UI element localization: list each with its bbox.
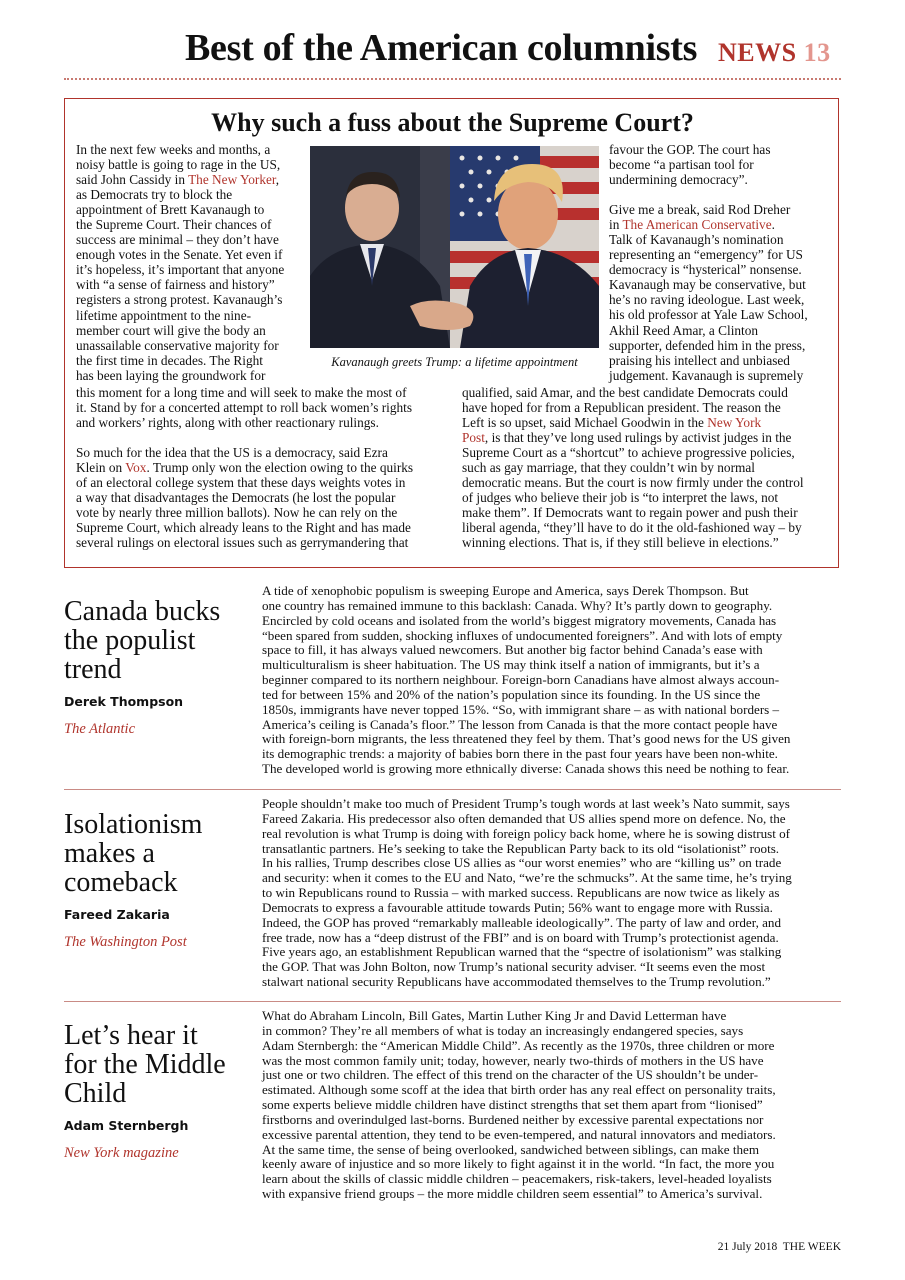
text-line: space to fill, it has always valued newcomers. But another big factor behind Canada’s ease with [262, 642, 763, 658]
issue-date: 21 July 2018 [717, 1241, 778, 1253]
text-run: . Trump only won the election owing to the quirks [146, 460, 414, 476]
text-line: it. Stand by for a concerted attempt to roll back women’s rights [76, 400, 413, 416]
feature-col2-top [609, 142, 833, 383]
text-line: Akhil Reed Amar, a Clinton [609, 322, 759, 338]
text-line: What do Abraham Lincoln, Bill Gates, Martin Luther King Jr and David Letterman have [262, 1008, 727, 1023]
headline-line: Let’s hear it [64, 1020, 198, 1051]
text-line: Five years ago, an establishment Republican warned that the “spectre of isolationism” was stalking [262, 944, 782, 960]
text-line: has been laying the groundwork for [76, 367, 266, 383]
text-line: Fareed Zakaria. His predecessor also often demanded that US allies spend more on defence. No, the [262, 810, 786, 826]
text-line: ted for between 15% and 20% of the nation’s population since its founding. In the US since the [262, 686, 761, 702]
text-line: Encircled by cold oceans and isolated from the world’s biggest migratory movements, Canada has [262, 612, 777, 628]
text-run: said John Cassidy in [76, 172, 189, 188]
text-line: So much for the idea that the US is a democracy, said Ezra [76, 445, 388, 461]
text-line: noisy battle is going to rage in the US, [76, 157, 281, 173]
text-line: favour the GOP. The court has [609, 142, 771, 157]
headline-line: for the Middle [64, 1049, 226, 1080]
text-line: “been spared from sudden, shocking influxes of undocumented foreigners”. And with lots of empty [262, 627, 783, 643]
text-line: A tide of xenophobic populism is sweeping Europe and America, says Derek Thompson. But [262, 583, 749, 598]
page-footer [718, 1241, 841, 1253]
magazine-brand: THE WEEK [782, 1241, 841, 1253]
article-headline [64, 597, 254, 684]
source-link: The New Yorker [188, 172, 276, 188]
text-line: one country has remained immune to this backlash: Canada. Why? It’s partly down to geography. [262, 597, 773, 613]
article-1-body [262, 584, 842, 777]
text-line: firstborns and overindulged last-borns. Burdened neither by excessive parental expectations nor [262, 1111, 764, 1127]
feature-headline: Why such a fuss about the Supreme Court? [211, 108, 694, 137]
text-line: 1850s, immigrants have never topped 15%. “So, with immigrant share – as with national borders – [262, 701, 780, 717]
headline-line: trend [64, 654, 122, 685]
text-line: Adam Sternbergh: the “American Middle Child”. As recently as the 1970s, three children or more [262, 1037, 775, 1053]
text-run: , [275, 172, 280, 188]
text-line: just one or two children. The effect of this trend on the character of the US shouldn’t be under- [262, 1067, 759, 1083]
text-run: . [771, 217, 775, 233]
text-run: Left is so upset, said Michael Goodwin in the [462, 415, 708, 431]
text-line [462, 415, 836, 430]
article-author: Derek Thompson [64, 694, 184, 709]
article-publication: The Atlantic [64, 721, 136, 737]
article-headline [64, 1021, 254, 1108]
section-name: NEWS [718, 38, 797, 67]
page-number: 13 [803, 38, 831, 67]
text-line: Give me a break, said Rod Dreher [609, 202, 791, 218]
headline-line: makes a [64, 838, 155, 869]
text-line: supporter, defended him in the press, [609, 337, 806, 353]
article-2-meta [64, 810, 254, 951]
text-line: People shouldn’t make too much of President Trump’s tough words at last week’s Nato summit, says [262, 796, 790, 811]
text-line: stalwart national security Republicans have accommodated themselves to the Trump revolution.” [262, 974, 771, 990]
text-line: was the most common family unit; today, however, nearly two-thirds of mothers in the US have [262, 1052, 764, 1068]
text-line: enough votes in the Senate. Yet even if [76, 247, 283, 263]
feature-col2-bottom [462, 385, 836, 551]
text-line: unassailable conservative majority for [76, 337, 279, 353]
text-line: undermining democracy”. [609, 172, 748, 188]
source-link: Vox [125, 460, 147, 476]
text-line: In his rallies, Trump describes close US allies as “our worst enemies” who are “killing us” on trade [262, 855, 782, 871]
text-line: praising his intellect and unbiased [609, 352, 790, 368]
text-line: he’s no raving ideologue. Last week, [609, 292, 805, 308]
text-run: in [609, 217, 623, 233]
text-line: his old professor at Yale Law School, [609, 307, 808, 323]
text-line: estimated. Although some scoff at the idea that birth order has any real effect on personality traits, [262, 1082, 776, 1098]
source-link: Post [462, 430, 485, 446]
text-line: of an electoral college system that these days weights votes in [76, 475, 406, 491]
article-publication: New York magazine [64, 1145, 179, 1161]
text-line: this moment for a long time and will seek to make the most of [76, 385, 407, 400]
article-divider [64, 1001, 841, 1002]
text-line: the Supreme Court. Their chances of [76, 217, 272, 233]
text-line: it’s hopeless, it’s important that anyone [76, 262, 285, 278]
photo-kavanaugh-trump [310, 146, 599, 348]
text-line: liberal agenda, “they’ll have to do it the old-fashioned way – by [462, 520, 802, 536]
text-line: America’s ceiling is Canada’s floor.” The lesson from Canada is that the more contact people have [262, 716, 778, 732]
text-line: free trade, now has a “deep distrust of the FBI” and is on board with Trump’s protectionist agenda. [262, 929, 779, 945]
text-line: Democrats to express a favourable attitude towards Putin; 56% want to engage more with Russia. [262, 899, 773, 915]
text-line: democracy is “hysterical” nonsense. [609, 262, 802, 278]
text-line [609, 217, 833, 232]
text-line: winning elections. That is, if they still believe in elections.” [462, 535, 779, 551]
text-line: learn about the skills of classic middle children – peacemakers, risk-takers, level-headed loyalists [262, 1171, 772, 1187]
text-line: transatlantic partners. He’s seeking to take the Republican Party back to its old “isolationist” roots. [262, 840, 780, 856]
text-line: At the same time, the sense of being overlooked, sandwiched between siblings, can make them [262, 1141, 760, 1157]
photo-caption: Kavanaugh greets Trump: a lifetime appointment [331, 355, 578, 369]
text-line: representing an “emergency” for US [609, 247, 803, 263]
header-divider [64, 78, 841, 80]
text-line: make them”. If Democrats want to regain power and push their [462, 505, 798, 521]
text-line: become “a partisan tool for [609, 157, 754, 173]
text-line: The developed world is growing more ethnically diverse: Canada shows this need be nothing to fear. [262, 761, 790, 777]
text-line: excessive parental attention, they tend to be even-tempered, and natural innovators and mediators. [262, 1126, 776, 1142]
article-author: Fareed Zakaria [64, 907, 170, 922]
text-line: a way that disadvantages the Democrats (he lost the popular [76, 490, 396, 506]
text-line: such as gay marriage, that they couldn’t win by normal [462, 460, 755, 476]
text-line: Indeed, the GOP has proved “remarkably malleable ideologically”. The party of law and order, and [262, 914, 782, 930]
text-line: Supreme Court, which already leans to the Right and has made [76, 520, 411, 536]
text-line: judgement. Kavanaugh is supremely [609, 367, 804, 383]
text-line: with expansive friend groups – the more middle children seem essential” to America’s survival. [262, 1186, 763, 1202]
text-line: its demographic trends: a majority of babies born there in the past four years have been non-white. [262, 746, 778, 762]
text-line: vote by nearly three million ballots). Now he can rely on the [76, 505, 398, 521]
text-line: appointment of Brett Kavanaugh to [76, 202, 265, 218]
text-run: , is that they’ve long used rulings by activist judges in the [484, 430, 792, 446]
article-3-body [262, 1009, 842, 1202]
headline-line: Canada bucks [64, 596, 221, 627]
text-line: In the next few weeks and months, a [76, 142, 271, 157]
article-author: Adam Sternbergh [64, 1118, 189, 1133]
text-line: success are minimal – they don’t have [76, 232, 279, 248]
feature-col1-top [76, 142, 308, 383]
text-line: registers a strong protest. Kavanaugh’s [76, 292, 283, 308]
article-divider [64, 789, 841, 790]
text-line [76, 460, 461, 475]
text-line: member court will give the body an [76, 322, 266, 338]
page-title: Best of the American columnists [185, 27, 698, 69]
text-run: Klein on [76, 460, 126, 476]
article-publication: The Washington Post [64, 934, 187, 950]
article-3-meta [64, 1021, 254, 1162]
feature-col1-bottom [76, 385, 461, 550]
article-headline [64, 810, 254, 897]
text-line: lifetime appointment to the nine- [76, 307, 252, 323]
text-line: democratic means. But the court is now firmly under the control [462, 475, 804, 491]
text-line: Kavanaugh may be conservative, but [609, 277, 806, 293]
headline-line: Isolationism [64, 809, 203, 840]
text-line: as Democrats try to block the [76, 187, 233, 203]
text-line: with “a sense of fairness and history” [76, 277, 275, 293]
text-line: the GOP. That was John Bolton, now Trump’s national security adviser. “It seems even the most [262, 959, 766, 975]
headline-line: the populist [64, 625, 196, 656]
article-1-meta [64, 597, 254, 738]
text-line: of judges who believe their job is “to interpret the laws, not [462, 490, 779, 506]
text-line: qualified, said Amar, and the best candidate Democrats could [462, 385, 788, 400]
text-line: several rulings on electoral issues such as gerrymandering that [76, 535, 409, 551]
text-line: to win Republicans round to Russia – with marked success. Republicans are now twice as likely as [262, 885, 780, 901]
text-line: real revolution is what Trump is doing with foreign policy back home, where he is sowing distrust of [262, 825, 791, 841]
text-line: and workers’ rights, along with other reactionary rulings. [76, 415, 379, 431]
text-line: some experts believe middle children have distinct strengths that set them apart from “lionised” [262, 1097, 763, 1113]
text-line: Talk of Kavanaugh’s nomination [609, 232, 784, 248]
text-line: have hoped for from a Republican president. The reason the [462, 400, 781, 416]
text-line: with foreign-born migrants, the less threatened they feel by them. That’s good news for the US given [262, 731, 791, 747]
text-line: Supreme Court as a “shortcut” to achieve progressive policies, [462, 445, 795, 461]
headline-line: Child [64, 1078, 127, 1109]
text-line [462, 430, 836, 445]
text-line: and security: when it comes to the EU and Nato, “we’re the schmucks”. At the same time, he’s trying [262, 870, 792, 886]
text-line: multiculturalism is sheer habituation. The US may think itself a nation of immigrants, but it’s a [262, 657, 760, 673]
article-2-body [262, 797, 842, 990]
text-line: in common? They’re all members of what is today an increasingly endangered species, says [262, 1022, 744, 1038]
source-link: The American Conservative [622, 217, 772, 233]
text-line: keenly aware of injustice and so more likely to fight against it in the world. “In fact, the more you [262, 1156, 775, 1172]
text-line: the first time in decades. The Right [76, 352, 263, 368]
section-label [718, 38, 831, 68]
source-link: New York [707, 415, 762, 431]
text-line: beginner compared to its northern neighbour. Foreign-born Canadians have almost always accoun- [262, 672, 780, 688]
text-line [76, 172, 308, 187]
headline-line: comeback [64, 867, 178, 898]
